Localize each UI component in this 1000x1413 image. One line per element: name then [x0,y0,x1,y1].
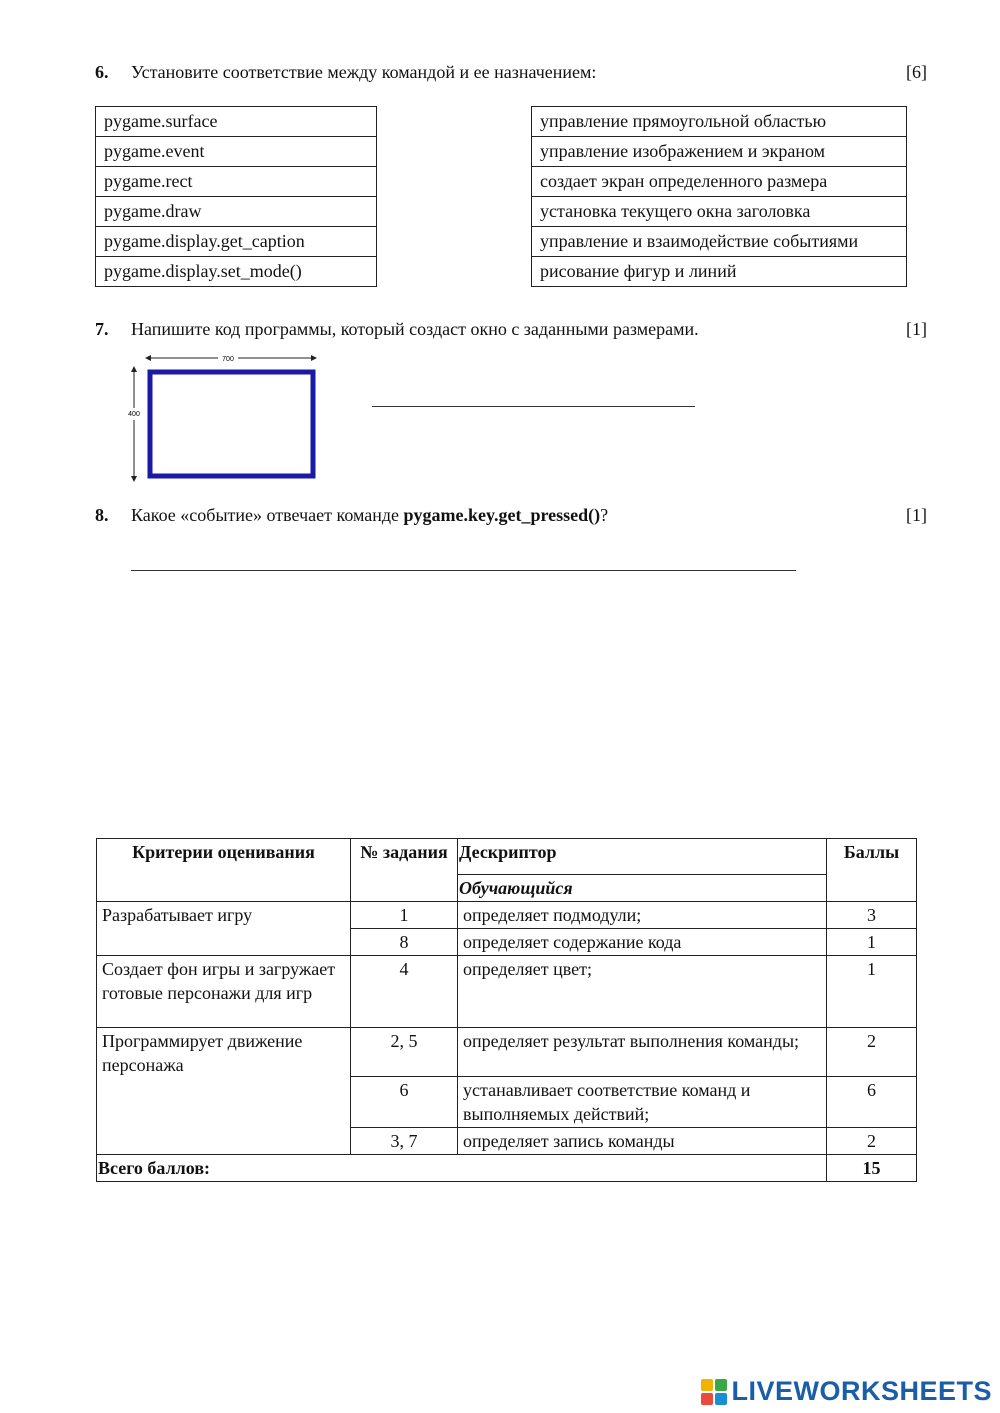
task-cell: 3, 7 [351,1128,458,1155]
q7-text: Напишите код программы, который создаст окно с заданными размерами. [131,319,699,339]
command-cell[interactable]: pygame.display.set_mode() [96,257,377,287]
purpose-cell[interactable]: управление изображением и экраном [532,137,907,167]
task-cell: 2, 5 [351,1028,458,1077]
width-label: 700 [222,356,234,363]
header-task-no: № задания [351,839,458,902]
logo-text: LIVEWORKSHEETS [731,1376,992,1406]
command-cell[interactable]: pygame.event [96,137,377,167]
command-cell[interactable]: pygame.display.get_caption [96,227,377,257]
table-row [97,956,917,1028]
descriptor-cell: определяет подмодули; [458,902,827,929]
logo-cube-icon [701,1379,727,1405]
points-cell: 3 [827,902,917,929]
header-learner: Обучающийся [458,875,827,902]
command-cell[interactable]: pygame.surface [96,107,377,137]
total-points: 15 [827,1155,917,1182]
task-cell: 1 [351,902,458,929]
command-row [96,107,377,137]
q7-answer-line[interactable] [372,406,695,407]
purposes-table [531,106,907,287]
q8-text-before: Какое «событие» отвечает команде [131,505,404,525]
q8-text [131,505,608,526]
points-cell: 1 [827,956,917,1028]
purpose-row [532,167,907,197]
purpose-cell[interactable]: управление прямоугольной областью [532,107,907,137]
total-row [97,1155,917,1182]
command-row [96,197,377,227]
command-row [96,137,377,167]
q8-number: 8. [95,505,109,525]
task-cell: 8 [351,929,458,956]
purpose-row [532,107,907,137]
q6-points: [6] [906,62,927,82]
descriptor-cell: устанавливает соответствие команд и выполняемых действий; [458,1077,827,1128]
q8-points: [1] [906,505,927,525]
command-row [96,167,377,197]
task-cell: 4 [351,956,458,1028]
header-descriptor: Дескриптор [458,839,827,875]
purpose-cell[interactable]: рисование фигур и линий [532,257,907,287]
purpose-row [532,197,907,227]
command-row [96,257,377,287]
criterion-cell: Разрабатывает игру [97,902,351,956]
commands-table [95,106,377,287]
purpose-row [532,137,907,167]
command-cell[interactable]: pygame.draw [96,197,377,227]
criterion-cell: Программирует движение персонажа [97,1028,351,1155]
purpose-row [532,227,907,257]
q8-text-after: ? [600,505,609,525]
task-cell: 6 [351,1077,458,1128]
header-criteria: Критерии оценивания [97,839,351,902]
q6-text: Установите соответствие между командой и ее назначением: [131,62,597,82]
q8-answer-line[interactable] [131,570,796,571]
command-cell[interactable]: pygame.rect [96,167,377,197]
points-cell: 2 [827,1128,917,1155]
assessment-criteria-table [96,838,917,1182]
q7-number: 7. [95,319,109,339]
header-points: Баллы [827,839,917,902]
liveworksheets-logo [701,1376,992,1407]
q6-number: 6. [95,62,109,82]
height-label: 400 [128,411,140,418]
q8-command: pygame.key.get_pressed() [403,505,601,525]
table-row [97,1028,917,1077]
purpose-cell[interactable]: установка текущего окна заголовка [532,197,907,227]
window-size-diagram [127,352,319,482]
criterion-cell: Создает фон игры и загружает готовые персонажи для игр [97,956,351,1028]
descriptor-cell: определяет цвет; [458,956,827,1028]
total-label: Всего баллов: [97,1155,827,1182]
purpose-cell[interactable]: управление и взаимодействие событиями [532,227,907,257]
descriptor-cell: определяет результат выполнения команды; [458,1028,827,1077]
command-row [96,227,377,257]
table-row [97,902,917,929]
points-cell: 2 [827,1028,917,1077]
purpose-cell[interactable]: создает экран определенного размера [532,167,907,197]
descriptor-cell: определяет запись команды [458,1128,827,1155]
descriptor-cell: определяет содержание кода [458,929,827,956]
q7-points: [1] [906,319,927,339]
points-cell: 1 [827,929,917,956]
purpose-row [532,257,907,287]
points-cell: 6 [827,1077,917,1128]
window-rectangle [150,372,313,476]
